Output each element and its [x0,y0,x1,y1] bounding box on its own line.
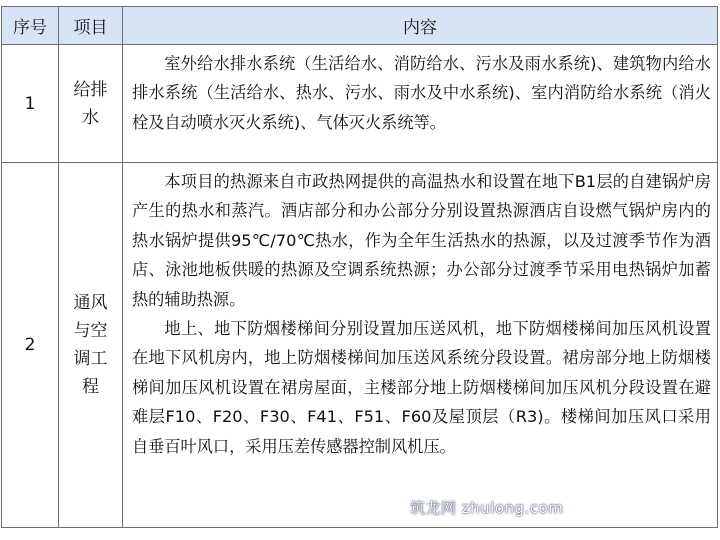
row-item [59,163,123,528]
row-number: 1 [2,45,59,163]
watermark: 筑龙网 zhulong.com [410,499,564,517]
row-number: 2 [2,163,59,528]
row-item [59,45,123,163]
header-content: 内容 [123,7,718,45]
header-row [2,7,718,45]
content-paragraph: 地上、地下防烟楼梯间分别设置加压送风机，地下防烟楼梯间加压风机设置在地下风机房内，地上防烟楼梯间加压送风系统分段设置。裙房部分地上防烟楼梯间加压风机设置在裙房屋面，主楼部分地上防烟楼梯间加压风机分段设置在避难层F10、F20、F30、F41、F51、F60及屋顶层（R3)。楼梯间加压风口采用自垂百叶风口，采用压差传感器控制风机压。 [132,319,711,456]
row-item-label: 通风与空调工程 [73,293,108,397]
content-paragraph: 室外给水排水系统（生活给水、消防给水、污水及雨水系统)、建筑物内给水排水系统（生活给水、热水、污水、雨水及中水系统)、室内消防给水系统（消火栓及自动喷水灭火系统)、气体灭火系统等。 [132,54,711,132]
header-item: 项目 [59,7,123,45]
row-item-label: 给排水 [73,79,108,128]
header-no: 序号 [2,7,59,45]
table-row [2,45,718,163]
table-row [2,163,718,528]
spec-table [1,6,718,528]
content-paragraph: 本项目的热源来自市政热网提供的高温热水和设置在地下B1层的自建锅炉房产生的热水和蒸汽。酒店部分和办公部分分别设置热源酒店自设燃气锅炉房内的热水锅炉提供95℃/70℃热水，作为全年生活热水的热源，以及过渡季节作为酒店、泳池地板供暖的热源及空调系统热源；办公部分过渡季节采用电热锅炉加蓄热的辅助热源。 [132,172,711,309]
row-content [123,163,718,528]
row-content [123,45,718,163]
